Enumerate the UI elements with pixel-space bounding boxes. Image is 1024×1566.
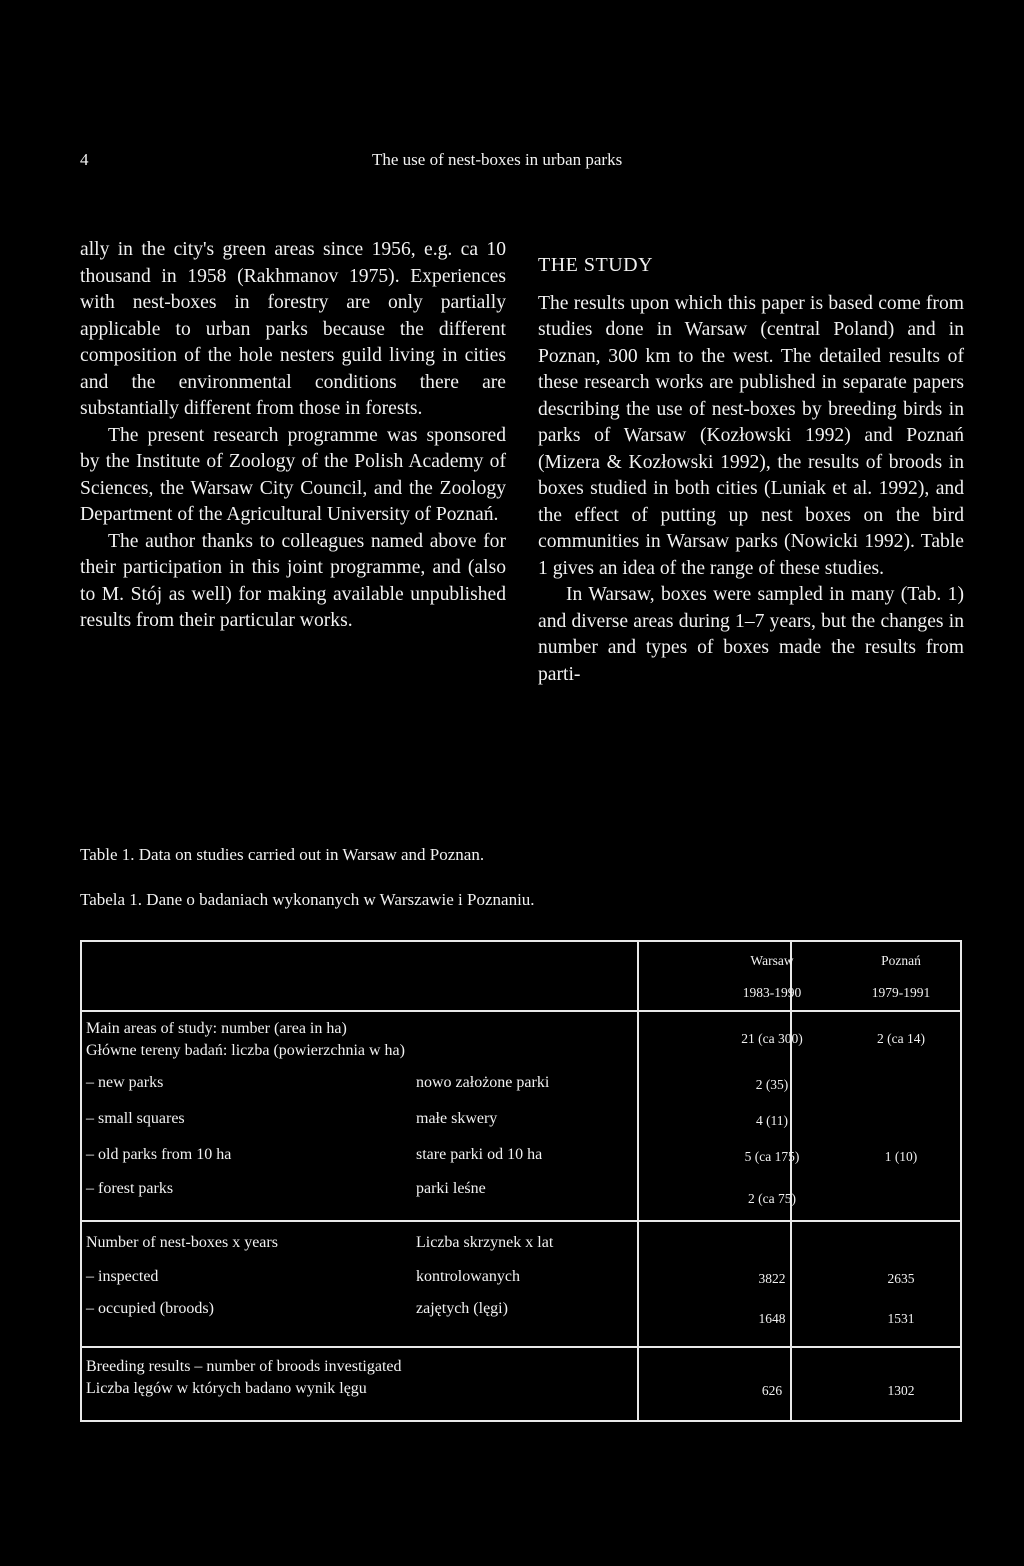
label-breeding-english: Breeding results – number of broods investigated xyxy=(86,1358,402,1375)
table-caption-polish: Tabela 1. Dane o badaniach wykonanych w Warszawie i Poznaniu. xyxy=(80,890,535,909)
table-rule xyxy=(82,1346,960,1348)
row-label-polish: nowo założone parki xyxy=(416,1074,550,1091)
running-title: The use of nest-boxes in urban parks xyxy=(372,150,623,169)
left-paragraph-2: The present research programme was sponsored by the Institute of Zoology of the Polish Academy of Sciences, the Warsaw City Council, and the Zoology Department of the Agricultural University of Poznań. xyxy=(80,424,506,525)
value-areas-warsaw: 21 (ca 300) xyxy=(741,1031,803,1046)
row-value-poznan: 1 (10) xyxy=(884,1149,918,1164)
label-boxes-english: Number of nest-boxes x years xyxy=(86,1234,278,1251)
row-label-polish: małe skwery xyxy=(416,1110,498,1127)
row-label-english: – small squares xyxy=(86,1110,185,1127)
row-value-warsaw: 4 (11) xyxy=(755,1113,789,1128)
row-label-polish: zajętych (lęgi) xyxy=(416,1300,508,1317)
left-paragraph-1: ally in the city's green areas since 1956, e.g. ca 10 thousand in 1958 (Rakhmanov 1975). Experiences with nest-boxes in forestry are only partially applicable to urban parks because the different composition of the hole nesters guild living in cities and the environmental conditions there are substantially different from those in forests. xyxy=(80,239,506,419)
label-areas-polish: Główne tereny badań: liczba (powierzchnia w ha) xyxy=(86,1042,405,1059)
column-header-poznan: Poznań xyxy=(881,953,921,968)
row-value-warsaw: 2 (ca 75) xyxy=(748,1191,796,1206)
data-table xyxy=(80,940,962,1422)
right-column xyxy=(538,237,964,688)
page-number: 4 xyxy=(80,150,89,169)
value-breeding-warsaw: 626 xyxy=(761,1383,783,1398)
value-areas-poznan: 2 (ca 14) xyxy=(877,1031,925,1046)
column-header-warsaw: Warsaw xyxy=(750,953,794,968)
row-label-polish: kontrolowanych xyxy=(416,1268,520,1285)
table-rule xyxy=(82,1010,960,1012)
left-paragraph-3: The author thanks to colleagues named above for their participation in this joint programme, and (also to M. Stój as well) for making available unpublished results from their particular works. xyxy=(80,530,506,631)
row-label-english: – occupied (broods) xyxy=(86,1300,214,1317)
row-label-english: – old parks from 10 ha xyxy=(86,1146,232,1163)
row-label-polish: parki leśne xyxy=(416,1180,486,1197)
table-rule xyxy=(637,942,639,1420)
row-label-polish: stare parki od 10 ha xyxy=(416,1146,543,1163)
row-value-warsaw: 2 (35) xyxy=(755,1077,789,1092)
row-label-english: – inspected xyxy=(86,1268,159,1285)
years-poznan: 1979-1991 xyxy=(871,985,931,1000)
right-paragraph-2: In Warsaw, boxes were sampled in many (Tab. 1) and diverse areas during 1–7 years, but the changes in number and types of boxes made the results from parti- xyxy=(538,584,964,685)
left-column xyxy=(80,237,506,635)
label-areas-english: Main areas of study: number (area in ha) xyxy=(86,1020,347,1037)
table-rule xyxy=(82,1220,960,1222)
years-warsaw: 1983-1990 xyxy=(742,985,802,1000)
row-value-warsaw: 3822 xyxy=(758,1271,786,1286)
row-value-poznan: 1531 xyxy=(887,1311,915,1326)
row-value-poznan: 2635 xyxy=(887,1271,915,1286)
label-boxes-polish: Liczba skrzynek x lat xyxy=(416,1234,554,1251)
label-breeding-polish: Liczba lęgów w których badano wynik lęgu xyxy=(86,1380,367,1397)
row-value-warsaw: 1648 xyxy=(758,1311,786,1326)
right-paragraph-1: The results upon which this paper is based come from studies done in Warsaw (central Poland) and in Poznan, 300 km to the west. The detailed results of these research works are published in separate papers describing the use of nest-boxes by breeding birds in parks of Warsaw (Kozłowski 1992) and Poznań (Mizera & Kozłowski 1992), the results of broods in boxes studied in both cities (Luniak et al. 1992), and the effect of putting up nest boxes on the bird communities in Warsaw parks (Nowicki 1992). Table 1 gives an idea of the range of these studies. xyxy=(538,292,964,579)
row-value-warsaw: 5 (ca 175) xyxy=(744,1149,800,1164)
row-label-english: – new parks xyxy=(86,1074,164,1091)
section-heading-study: THE STUDY xyxy=(538,254,654,276)
row-label-english: – forest parks xyxy=(86,1180,174,1197)
table-caption-english: Table 1. Data on studies carried out in Warsaw and Poznan. xyxy=(80,845,485,864)
table-rule xyxy=(790,942,792,1420)
value-breeding-poznan: 1302 xyxy=(887,1383,915,1398)
